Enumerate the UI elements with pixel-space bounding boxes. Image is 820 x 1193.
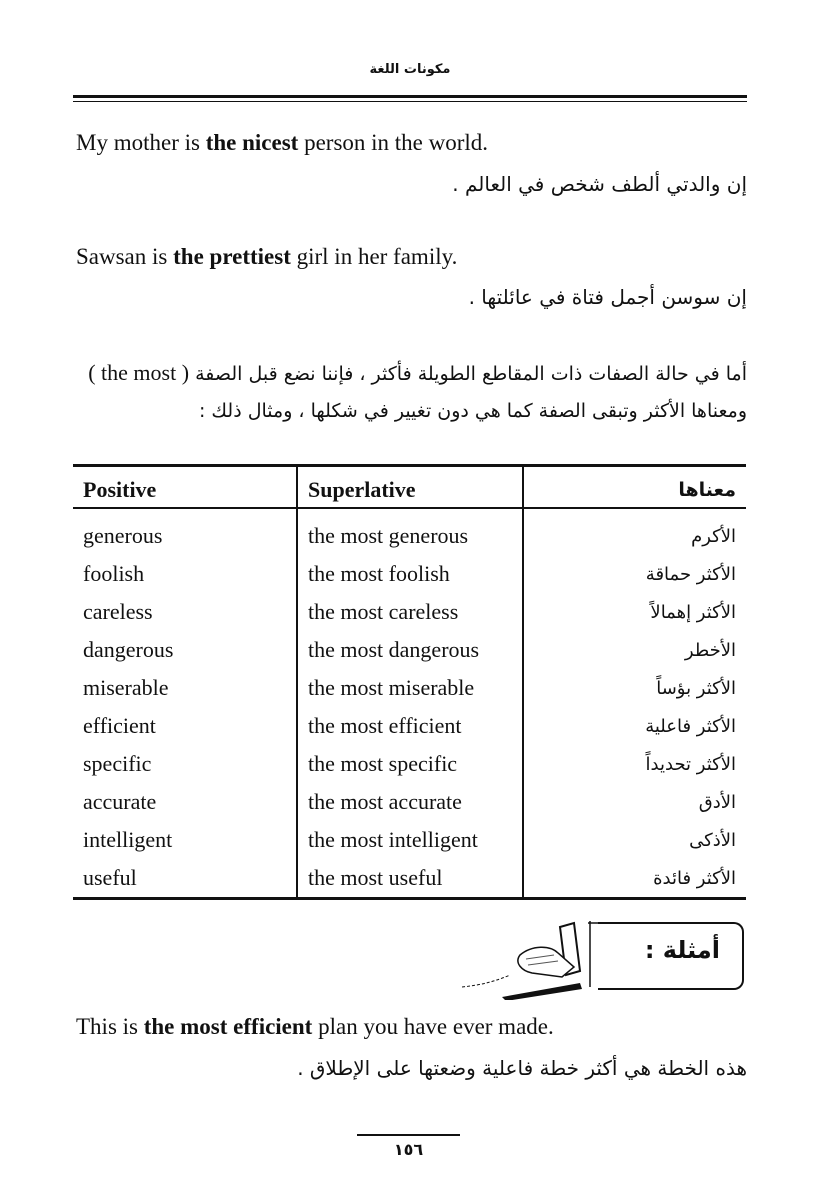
superlative-cell: the most foolish bbox=[297, 555, 523, 593]
meaning-cell: الأكثر فائدة bbox=[523, 859, 746, 899]
meaning-cell: الأكثر فاعلية bbox=[645, 715, 736, 737]
note-inline-english: ( the most ) bbox=[88, 360, 190, 385]
superlative-cell: the most intelligent bbox=[297, 821, 523, 859]
table-row bbox=[73, 821, 746, 859]
superlative-cell: the most generous bbox=[297, 508, 523, 555]
superlative-cell: the most efficient bbox=[297, 707, 523, 745]
table-row bbox=[73, 631, 746, 669]
header-positive: Positive bbox=[73, 466, 297, 509]
positive-cell: specific bbox=[73, 745, 297, 783]
example-2-english: Sawsan is the prettiest girl in her family. bbox=[76, 244, 458, 269]
superlative-cell: the most specific bbox=[297, 745, 523, 783]
header-rule-thick bbox=[73, 95, 747, 98]
page-number-rule bbox=[357, 1134, 460, 1136]
example-1-english: My mother is the nicest person in the world. bbox=[76, 130, 489, 155]
hand-writing-icon bbox=[462, 915, 602, 1000]
superlative-cell: the most useful bbox=[297, 859, 523, 899]
table-header-row bbox=[73, 466, 746, 509]
table-row bbox=[73, 593, 746, 631]
page-number: ١٥٦ bbox=[393, 1140, 424, 1159]
header-rule-thin bbox=[73, 101, 747, 102]
note-line-1: أما في حالة الصفات ذات المقاطع الطويلة فأكثر ، فإننا نضع قبل الصفة ( the most ) bbox=[88, 360, 747, 385]
positive-cell: generous bbox=[73, 508, 297, 555]
superlative-cell: the most accurate bbox=[297, 783, 523, 821]
table-row bbox=[73, 555, 746, 593]
table-row bbox=[73, 707, 746, 745]
positive-cell: intelligent bbox=[73, 821, 297, 859]
table-row bbox=[73, 745, 746, 783]
superlative-table bbox=[73, 464, 746, 900]
table-row bbox=[73, 508, 746, 555]
meaning-cell: الأدق bbox=[698, 791, 736, 813]
positive-cell: efficient bbox=[73, 707, 297, 745]
superlative-cell: the most dangerous bbox=[297, 631, 523, 669]
table-row bbox=[73, 669, 746, 707]
note-line-2: ومعناها الأكثر وتبقى الصفة كما هي دون تغيير في شكلها ، ومثال ذلك : bbox=[198, 400, 747, 422]
table-row bbox=[73, 783, 746, 821]
positive-cell: foolish bbox=[73, 555, 297, 593]
table-row bbox=[73, 859, 746, 899]
running-header: مكونات اللغة bbox=[369, 62, 451, 77]
meaning-cell: الأكثر حماقة bbox=[645, 563, 736, 585]
positive-cell: useful bbox=[73, 859, 297, 899]
meaning-cell: الأكرم bbox=[691, 525, 736, 547]
meaning-cell: الأذكى bbox=[689, 829, 736, 851]
example-3-english: This is the most efficient plan you have ever made. bbox=[76, 1014, 554, 1039]
positive-cell: miserable bbox=[73, 669, 297, 707]
example-2-arabic: إن سوسن أجمل فتاة في عائلتها . bbox=[468, 285, 747, 309]
positive-cell: dangerous bbox=[73, 631, 297, 669]
superlative-cell: the most miserable bbox=[297, 669, 523, 707]
meaning-cell: الأكثر بؤساً bbox=[656, 677, 736, 699]
meaning-cell: الأخطر bbox=[684, 639, 736, 661]
meaning-cell: الأكثر إهمالاً bbox=[650, 601, 736, 623]
header-superlative: Superlative bbox=[297, 466, 523, 509]
superlative-cell: the most careless bbox=[297, 593, 523, 631]
positive-cell: accurate bbox=[73, 783, 297, 821]
positive-cell: careless bbox=[73, 593, 297, 631]
examples-label: أمثلة : bbox=[644, 936, 720, 964]
meaning-cell: الأكثر تحديداً bbox=[645, 753, 736, 775]
example-1-arabic: إن والدتي ألطف شخص في العالم . bbox=[452, 172, 747, 196]
example-3-arabic: هذه الخطة هي أكثر خطة فاعلية وضعتها على الإطلاق . bbox=[297, 1056, 747, 1080]
header-meaning: معناها bbox=[523, 466, 746, 509]
